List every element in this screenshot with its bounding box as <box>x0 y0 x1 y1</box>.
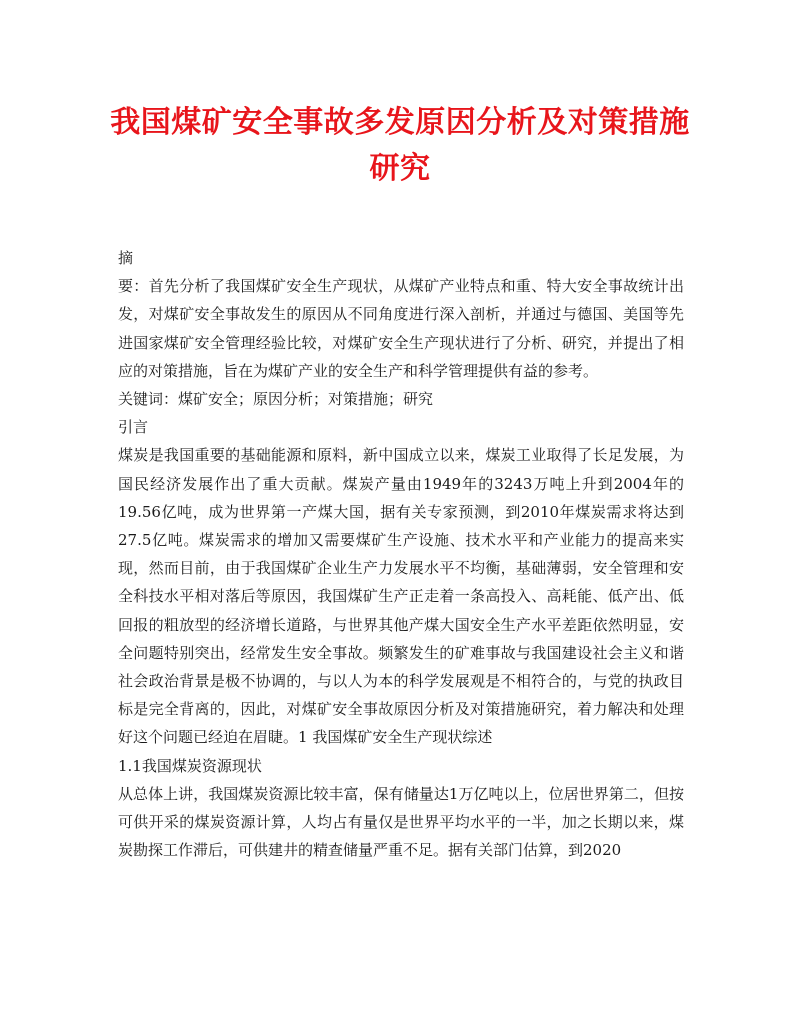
document-title <box>100 100 700 192</box>
intro-heading: 引言 <box>118 418 149 437</box>
abstract-paragraph: 要：首先分析了我国煤矿安全生产现状，从煤矿产业特点和重、特大安全事故统计出发，对煤矿安全事故发生的原因从不同角度进行深入剖析，并通过与德国、美国等先进国家煤矿安全管理经验比较，对煤矿安全生产现状进行了分析、研究，并提出了相应的对策措施，旨在为煤矿产业的安全生产和科学管理提供有益的参考。 <box>118 277 684 380</box>
section-heading: 1.1我国煤炭资源现状 <box>118 756 262 775</box>
title-line-2: 研究 <box>369 151 431 186</box>
section-paragraph: 从总体上讲，我国煤炭资源比较丰富，保有储量达1万亿吨以上，位居世界第二，但按可供开采的煤炭资源计算，人均占有量仅是世界平均水平的一半，加之长期以来，煤炭勘探工作滞后，可供建井的精查储量严重不足。据有关部门估算，到2020 <box>118 784 684 860</box>
intro-paragraph: 煤炭是我国重要的基础能源和原料，新中国成立以来，煤炭工业取得了长足发展，为国民经济发展作出了重大贡献。煤炭产量由1949年的3243万吨上升到2004年的19.56亿吨，成为世界第一产煤大国，据有关专家预测，到2010年煤炭需求将达到27.5亿吨。煤炭需求的增加又需要煤矿生产设施、技术水平和产业能力的提高来实现，然而目前，由于我国煤矿企业生产力发展水平不均衡，基础薄弱，安全管理和安全科技水平相对落后等原因，我国煤矿生产正走着一条高投入、高耗能、低产出、低回报的粗放型的经济增长道路，与世界其他产煤大国安全生产水平差距依然明显，安全问题特别突出，经常发生安全事故。频繁发生的矿难事故与我国建设社会主义和谐社会政治背景是极不协调的，与以人为本的科学发展观是不相符合的，与党的执政目标是完全背离的，因此，对煤矿安全事故原因分析及对策措施研究，着力解决和处理好这个问题已经迫在眉睫。1 我国煤矿安全生产现状综述 <box>118 446 684 747</box>
abstract-heading: 摘 <box>118 249 134 267</box>
title-line-1: 我国煤矿安全事故多发原因分析及对策措施 <box>110 105 690 140</box>
keywords-line: 关键词：煤矿安全；原因分析；对策措施；研究 <box>118 390 434 409</box>
document-body <box>118 244 684 864</box>
